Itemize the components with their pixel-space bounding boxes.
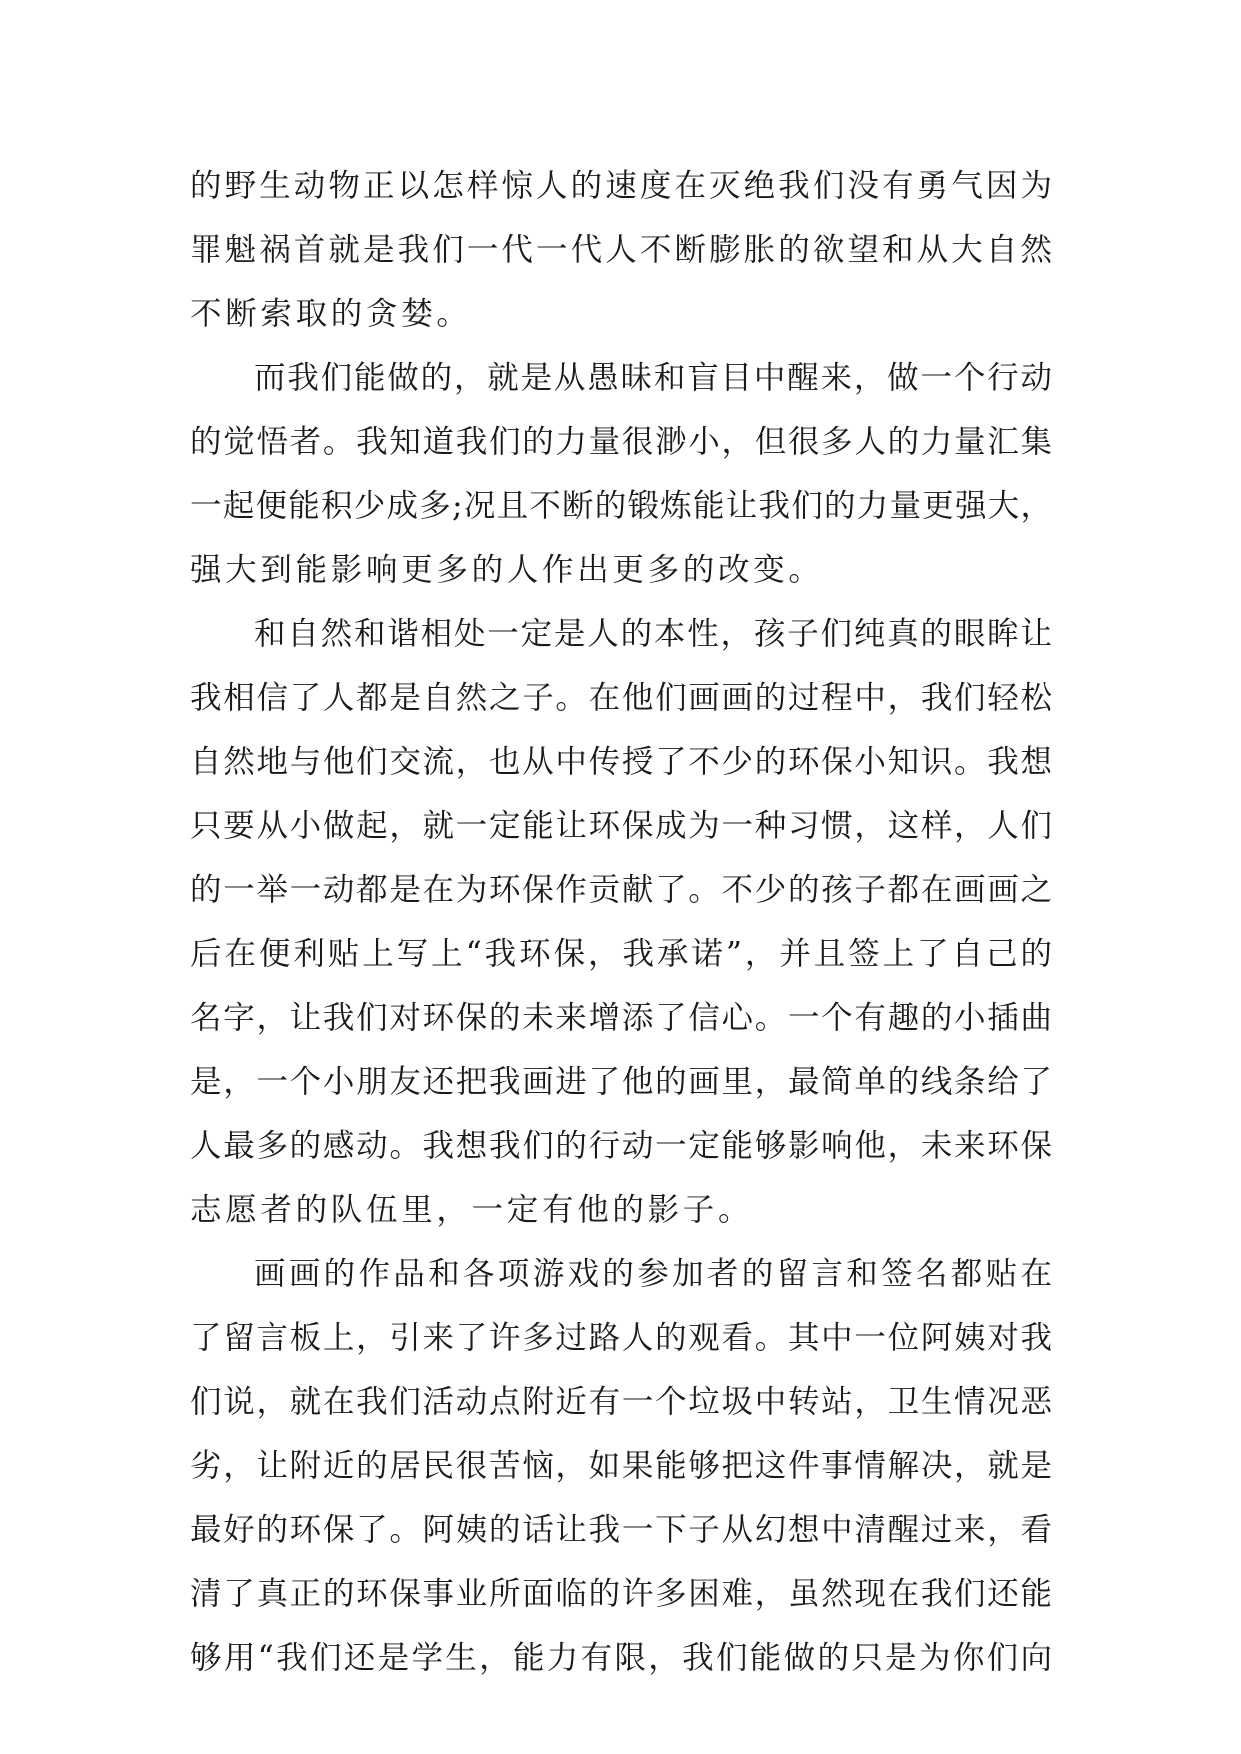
text-line: 的野生动物正以怎样惊人的速度在灭绝我们没有勇气因为 bbox=[190, 168, 1052, 204]
text-line: 够用“我们还是学生，能力有限，我们能做的只是为你们向 bbox=[190, 1640, 1052, 1676]
text-line: 人最多的感动。我想我们的行动一定能够影响他，未来环保 bbox=[190, 1128, 1052, 1164]
text-line: 不断索取的贪婪。 bbox=[190, 296, 472, 332]
paragraph-first-line: 而我们能做的，就是从愚昧和盲目中醒来，做一个行动 bbox=[254, 360, 1052, 396]
body-text bbox=[190, 154, 1052, 1690]
text-line: 只要从小做起，就一定能让环保成为一种习惯，这样，人们 bbox=[190, 808, 1052, 844]
paragraph-first-line: 和自然和谐相处一定是人的本性，孩子们纯真的眼眸让 bbox=[254, 616, 1052, 652]
text-line: 劣，让附近的居民很苦恼，如果能够把这件事情解决，就是 bbox=[190, 1448, 1052, 1484]
text-line: 名字，让我们对环保的未来增添了信心。一个有趣的小插曲 bbox=[190, 1000, 1052, 1036]
text-line: 强大到能影响更多的人作出更多的改变。 bbox=[190, 552, 824, 588]
text-line: 一起便能积少成多;况且不断的锻炼能让我们的力量更强大， bbox=[190, 488, 1052, 524]
text-line: 志愿者的队伍里，一定有他的影子。 bbox=[190, 1192, 754, 1228]
text-line: 清了真正的环保事业所面临的许多困难，虽然现在我们还能 bbox=[190, 1576, 1052, 1612]
text-line: 们说，就在我们活动点附近有一个垃圾中转站，卫生情况恶 bbox=[190, 1384, 1052, 1420]
text-line: 自然地与他们交流，也从中传授了不少的环保小知识。我想 bbox=[190, 744, 1052, 780]
text-line: 罪魁祸首就是我们一代一代人不断膨胀的欲望和从大自然 bbox=[190, 232, 1052, 268]
text-line: 是，一个小朋友还把我画进了他的画里，最简单的线条给了 bbox=[190, 1064, 1052, 1100]
text-line: 的一举一动都是在为环保作贡献了。不少的孩子都在画画之 bbox=[190, 872, 1052, 908]
text-line: 了留言板上，引来了许多过路人的观看。其中一位阿姨对我 bbox=[190, 1320, 1052, 1356]
text-line: 最好的环保了。阿姨的话让我一下子从幻想中清醒过来，看 bbox=[190, 1512, 1052, 1548]
text-line: 的觉悟者。我知道我们的力量很渺小，但很多人的力量汇集 bbox=[190, 424, 1052, 460]
text-line: 后在便利贴上写上“我环保，我承诺”，并且签上了自己的 bbox=[190, 936, 1052, 972]
paragraph-first-line: 画画的作品和各项游戏的参加者的留言和签名都贴在 bbox=[254, 1256, 1052, 1292]
text-line: 我相信了人都是自然之子。在他们画画的过程中，我们轻松 bbox=[190, 680, 1052, 716]
